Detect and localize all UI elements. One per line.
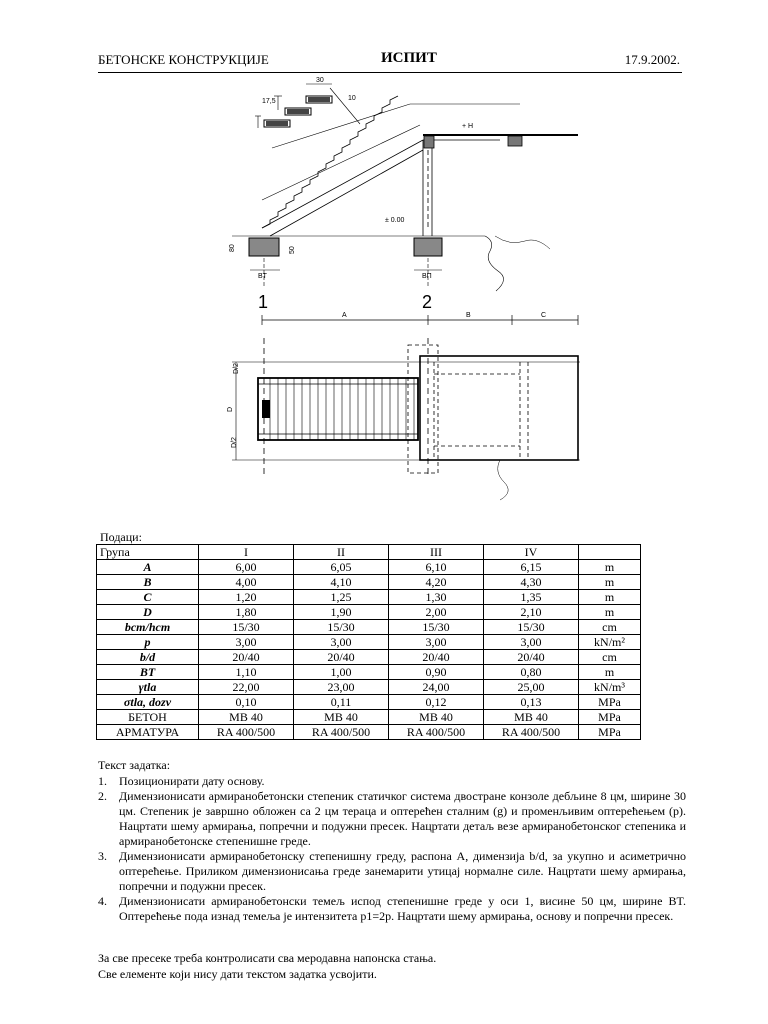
row-unit: MPa: [579, 710, 641, 725]
table-cell: MB 40: [294, 710, 389, 725]
row-unit: m: [579, 590, 641, 605]
table-row: [97, 680, 641, 695]
table-header-cell: IV: [484, 545, 579, 560]
row-unit: m: [579, 560, 641, 575]
task-item-text: Позиционирати дату основу.: [119, 774, 265, 788]
row-unit: MPa: [579, 725, 641, 740]
task-item-text: Димензионисати армиранобетонски темељ испод степенишне греде у оси 1, висине 50 цм, ширине BT. Оптерећење пода изнад темеља је интензитета p1=2p. Нацртати шему армирања, основу и попречни пресек.: [119, 894, 686, 923]
row-label: b/d: [97, 650, 199, 665]
table-cell: RA 400/500: [294, 725, 389, 740]
table-cell: 15/30: [199, 620, 294, 635]
table-cell: 3,00: [389, 635, 484, 650]
task-title: Текст задатка:: [98, 758, 171, 772]
task-list: [98, 774, 686, 924]
row-label: BT: [97, 665, 199, 680]
exam-title: ИСПИТ: [381, 50, 437, 66]
table-cell: 20/40: [294, 650, 389, 665]
level-top-text: + H: [462, 123, 474, 130]
table-cell: 2,10: [484, 605, 579, 620]
task-item-number: 4.: [98, 894, 107, 908]
task-item-number: 1.: [98, 774, 107, 788]
axis-1-label: 1: [258, 292, 269, 312]
row-label: γtla: [97, 680, 199, 695]
row-label: C: [97, 590, 199, 605]
table-cell: 3,00: [484, 635, 579, 650]
note-line-2: Све елементе који нису дати текстом задатка усвојити.: [98, 967, 377, 981]
plan-d-text: D: [227, 406, 234, 412]
table-cell: 6,10: [389, 560, 484, 575]
plan-view: [227, 338, 580, 500]
plan-d2-top-text: D/2: [233, 363, 240, 374]
span-b-text: B: [466, 312, 471, 319]
table-cell: 4,20: [389, 575, 484, 590]
step-detail: [255, 77, 360, 128]
row-unit: m: [579, 575, 641, 590]
data-label: Подаци:: [100, 530, 142, 544]
task-item-number: 2.: [98, 789, 107, 803]
row-label: bст/hст: [97, 620, 199, 635]
level-zero-text: ± 0.00: [385, 217, 405, 224]
table-cell: 24,00: [389, 680, 484, 695]
row-unit: cm: [579, 650, 641, 665]
table-row: [97, 695, 641, 710]
table-cell: 3,00: [294, 635, 389, 650]
table-row: [97, 575, 641, 590]
span-dimension: [262, 312, 578, 325]
row-label: p: [97, 635, 199, 650]
table-cell: 1,90: [294, 605, 389, 620]
row-label: АРМАТУРА: [97, 725, 199, 740]
table-row: [97, 710, 641, 725]
table-cell: 0,11: [294, 695, 389, 710]
table-cell: MB 40: [389, 710, 484, 725]
axis-2-label: 2: [422, 292, 433, 312]
dim-thick-text: 10: [348, 95, 356, 102]
dim-80-text: 80: [229, 244, 236, 252]
dim-bp-text: BП: [422, 273, 432, 280]
table-row: [97, 605, 641, 620]
task-item-number: 3.: [98, 849, 107, 863]
table-cell: 22,00: [199, 680, 294, 695]
row-unit: MPa: [579, 695, 641, 710]
table-cell: 0,10: [199, 695, 294, 710]
table-header-cell: III: [389, 545, 484, 560]
table-cell: 1,80: [199, 605, 294, 620]
row-unit: m: [579, 665, 641, 680]
plan-d2-bot-text: D/2: [231, 437, 238, 448]
table-cell: 0,13: [484, 695, 579, 710]
table-cell: 4,30: [484, 575, 579, 590]
table-cell: 1,25: [294, 590, 389, 605]
table-header-cell: [579, 545, 641, 560]
note-line-1: За све пресеке треба контролисати сва меродавна напонска стања.: [98, 951, 437, 965]
table-header-cell: I: [199, 545, 294, 560]
table-cell: 20/40: [484, 650, 579, 665]
table-cell: 1,00: [294, 665, 389, 680]
table-row: [97, 650, 641, 665]
task-item-text: Димензионисати армиранобетонски степеник статичког система двостране конзоле дебљине 8 цм, ширине 30 цм. Степеник је завршно обложен са 2 цм тераца и оптерећен сталним (g) и променљивим оптерећењем (p). Нацртати шему армирања, попречни и подужни пресек. Нацртати детаљ везе армиранобетонског степеника и армиранобетонске степенишне греде.: [119, 789, 686, 848]
table-header-cell: Група: [97, 545, 199, 560]
span-c-text: C: [541, 312, 547, 319]
notes-section: [98, 950, 436, 982]
table-cell: 23,00: [294, 680, 389, 695]
table-row: [97, 665, 641, 680]
exam-date: 17.9.2002.: [624, 52, 680, 67]
footing-2: [414, 238, 442, 286]
task-item: [98, 789, 686, 849]
row-unit: kN/m²: [579, 635, 641, 650]
table-cell: RA 400/500: [389, 725, 484, 740]
table-cell: 2,00: [389, 605, 484, 620]
table-cell: 6,15: [484, 560, 579, 575]
table-cell: MB 40: [199, 710, 294, 725]
task-item: [98, 894, 686, 924]
table-cell: RA 400/500: [484, 725, 579, 740]
task-item: [98, 849, 686, 894]
table-cell: 6,05: [294, 560, 389, 575]
row-label: σtla, dozv: [97, 695, 199, 710]
table-cell: 4,00: [199, 575, 294, 590]
table-cell: 1,20: [199, 590, 294, 605]
table-cell: 20/40: [389, 650, 484, 665]
task-section: [98, 758, 686, 924]
row-label: A: [97, 560, 199, 575]
table-row: [97, 590, 641, 605]
row-unit: kN/m³: [579, 680, 641, 695]
table-cell: 6,00: [199, 560, 294, 575]
row-label: БЕТОН: [97, 710, 199, 725]
table-cell: 25,00: [484, 680, 579, 695]
task-item: [98, 774, 686, 789]
table-cell: 3,00: [199, 635, 294, 650]
task-item-text: Димензионисати армиранобетонску степенишну греду, распона A, димензија b/d, за укупно и асиметрично оптерећење. Приликом димензионисања греде занемарити утицај нормалне силе. Нацртати шему армирања, попречни и подужни пресек.: [119, 849, 686, 893]
table-header-row: [97, 545, 641, 560]
table-cell: 4,10: [294, 575, 389, 590]
table-cell: 0,80: [484, 665, 579, 680]
table-row: [97, 635, 641, 650]
row-label: D: [97, 605, 199, 620]
row-label: B: [97, 575, 199, 590]
row-unit: m: [579, 605, 641, 620]
data-table: [96, 544, 641, 740]
table-cell: 0,90: [389, 665, 484, 680]
table-cell: RA 400/500: [199, 725, 294, 740]
table-cell: 1,30: [389, 590, 484, 605]
table-cell: 15/30: [389, 620, 484, 635]
dim-bt-text: BT: [258, 273, 267, 280]
row-unit: cm: [579, 620, 641, 635]
table-cell: MB 40: [484, 710, 579, 725]
table-cell: 15/30: [294, 620, 389, 635]
table-cell: 0,12: [389, 695, 484, 710]
table-row: [97, 725, 641, 740]
subject-title: БЕТОНСКЕ КОНСТРУКЦИЈЕ: [98, 52, 269, 67]
table-row: [97, 560, 641, 575]
table-row: [97, 620, 641, 635]
footing-1: [229, 238, 296, 286]
dim-50-text: 50: [289, 246, 296, 254]
table-cell: 1,10: [199, 665, 294, 680]
dim-riser-text: 17,5: [262, 98, 276, 105]
table-cell: 20/40: [199, 650, 294, 665]
table-cell: 15/30: [484, 620, 579, 635]
dim-tread-text: 30: [316, 77, 324, 84]
table-cell: 1,35: [484, 590, 579, 605]
table-header-cell: II: [294, 545, 389, 560]
span-a-text: A: [342, 312, 347, 319]
